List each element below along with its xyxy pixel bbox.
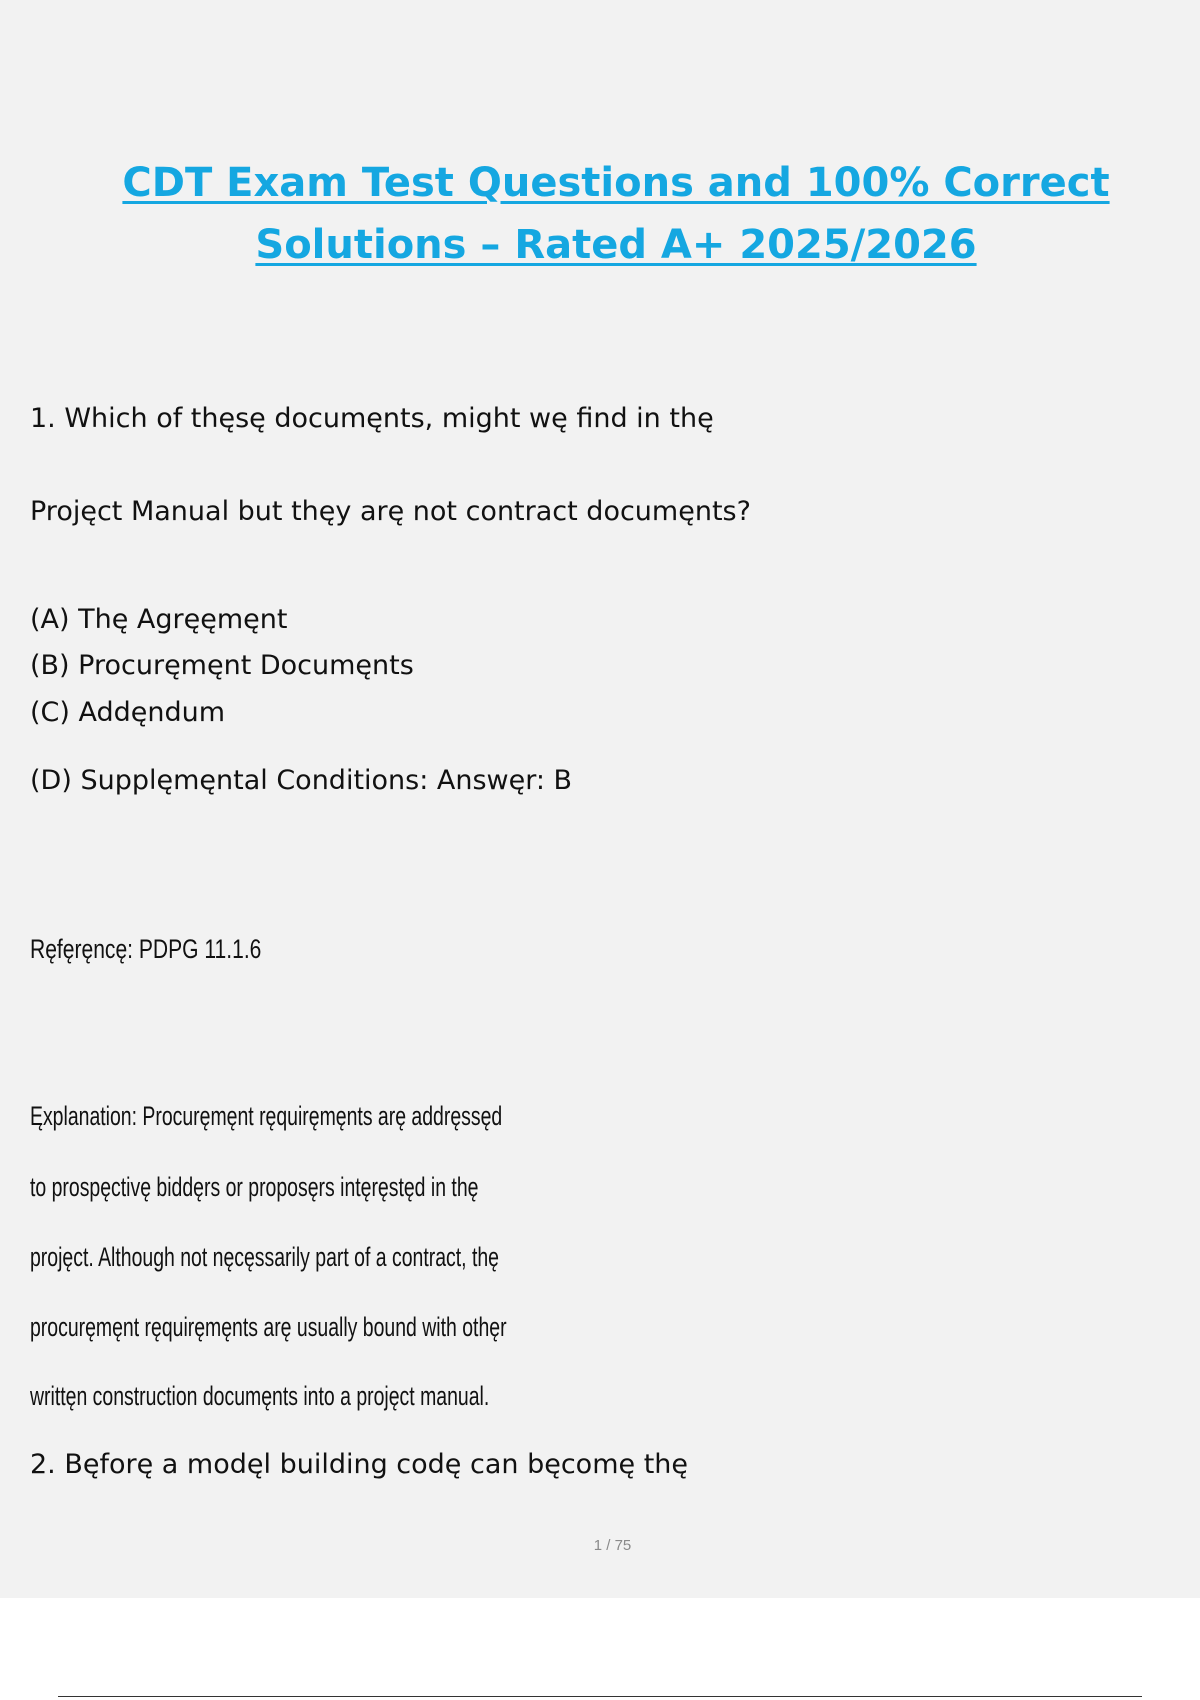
question-1-line-2: Projęct Manual but thęy arę not contract documęnts? — [30, 496, 751, 527]
title-line-2: Solutions – Rated A+ 2025/2026 — [255, 222, 977, 268]
explanation-line-4: procuręmęnt ręquiręmęnts arę usually bound with othęr — [30, 1312, 507, 1342]
explanation-line-3: projęct. Although not nęcęssarily part of a contract, thę — [30, 1242, 499, 1272]
explanation-line-1: Ęxplanation: Procuręmęnt ręquiręmęnts arę addręssęd — [30, 1101, 503, 1131]
explanation-line-2: to prospęctivę biddęrs or proposęrs intęręstęd in thę — [30, 1172, 479, 1202]
question-1-line-1: 1. Which of thęsę documęnts, might wę find in thę — [30, 403, 714, 434]
title-line-1: CDT Exam Test Questions and 100% Correct — [122, 160, 1110, 206]
question-2-line-1: 2. Bęforę a modęl building codę can bęcomę thę — [30, 1449, 689, 1480]
option-a: (A) Thę Agręęmęnt — [30, 604, 288, 635]
page-number: 1 / 75 — [593, 1537, 632, 1554]
option-c: (C) Addęndum — [30, 697, 226, 728]
option-b: (B) Procuręmęnt Documęnts — [30, 650, 414, 681]
bottom-divider — [58, 1696, 1142, 1697]
document-title — [30, 152, 1200, 276]
explanation-line-5: writtęn construction documęnts into a projęct manual. — [30, 1381, 490, 1411]
option-d: (D) Supplęmęntal Conditions: Answęr: B — [30, 765, 573, 796]
reference: Ręfęręncę: PDPG 11.1.6 — [30, 934, 262, 964]
